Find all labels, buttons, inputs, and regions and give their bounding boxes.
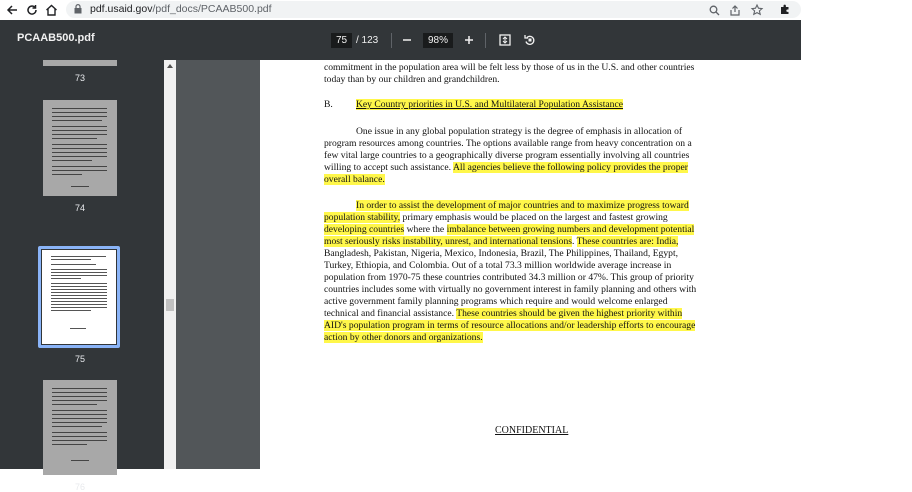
section-letter: B. (324, 99, 333, 110)
star-icon (751, 4, 763, 16)
thumbnail-page[interactable] (43, 100, 117, 196)
zoom-lens-button[interactable] (707, 3, 721, 17)
text-line: One issue in any global population strategy is the degree of emphasis in allocation of (356, 126, 683, 137)
toolbar-divider (391, 33, 392, 48)
text-span: technical and financial assistance. (324, 308, 457, 319)
scroll-up-arrow[interactable] (167, 64, 173, 68)
pdf-page (260, 60, 801, 469)
zoom-out-button[interactable] (398, 31, 416, 49)
page-total: / 123 (356, 35, 379, 46)
thumbnail-page[interactable] (43, 60, 117, 66)
fit-page-button[interactable] (496, 31, 514, 49)
url-path: /pdf_docs/PCAAB500.pdf (152, 3, 272, 15)
search-icon (709, 5, 720, 16)
text-line: Turkey, Ethiopia, and Colombia. Out of a total 73.3 million worldwide average increase in (324, 260, 672, 271)
thumbnail-label: 73 (74, 73, 85, 83)
section-heading (356, 99, 623, 111)
document-title: PCAAB500.pdf (17, 32, 95, 44)
lock-icon (74, 4, 82, 14)
text-span: primary emphasis would be placed on the largest and fastest growing (400, 212, 668, 223)
page-number-input[interactable]: 75 (331, 33, 352, 48)
rotate-icon (524, 34, 536, 46)
highlighted-text: action by other donors and organizations. (324, 332, 483, 343)
back-button[interactable] (4, 2, 20, 18)
reload-icon (26, 4, 38, 16)
text-line (356, 200, 689, 212)
highlighted-text: overall balance. (324, 174, 385, 185)
toolbar-divider (485, 33, 486, 48)
text-line: program resources among countries. The options available range from heavy concentration on a (324, 138, 692, 149)
text-span: where the (404, 224, 447, 235)
highlighted-text: In order to assist the development of major countries and to maximize progress toward (356, 200, 689, 211)
thumbnail-label: 75 (74, 354, 85, 364)
highlighted-text: developing countries (324, 224, 405, 235)
plus-icon (464, 35, 474, 45)
share-button[interactable] (728, 3, 742, 17)
text-line (324, 236, 678, 248)
text-line (324, 332, 483, 344)
extensions-button[interactable] (778, 2, 792, 16)
highlighted-text: These countries are: India, (576, 236, 679, 247)
thumbnail-label: 74 (74, 203, 85, 213)
thumbnail-sidebar (0, 60, 164, 492)
text-line: commitment in the population area will be felt less by those of us in the U.S. and other countries (324, 62, 695, 73)
text-line: few vital large countries to a geographically diverse program essentially involving all countries (324, 150, 690, 161)
minus-icon (402, 35, 412, 45)
rotate-button[interactable] (521, 31, 539, 49)
section-heading-text: Key Country priorities in U.S. and Multilateral Population Assistance (356, 99, 623, 110)
text-line (324, 162, 688, 174)
zoom-in-button[interactable] (460, 31, 478, 49)
thumbnail-label: 76 (74, 482, 85, 492)
puzzle-icon (779, 3, 791, 15)
text-line: population from 1970-75 these countries contributed 34.3 million or 47%. This group of priority (324, 272, 694, 283)
text-line: active government family planning programs which require and would welcome enlarged (324, 296, 668, 307)
text-line: today than by our children and grandchildren. (324, 74, 500, 85)
browser-toolbar (0, 0, 912, 20)
highlighted-text: population stability, (324, 212, 401, 223)
home-button[interactable] (43, 2, 59, 18)
back-arrow-icon (6, 4, 18, 16)
text-line (324, 320, 695, 332)
pdf-viewer (0, 20, 801, 492)
bookmark-button[interactable] (750, 3, 764, 17)
text-span: willing to accept such assistance. (324, 162, 452, 173)
text-line (324, 308, 682, 320)
confidential-footer: CONFIDENTIAL (495, 425, 569, 436)
thumbnail-page[interactable] (43, 380, 117, 475)
pdf-toolbar (0, 20, 801, 60)
home-icon (45, 4, 58, 16)
url-text (90, 2, 272, 17)
text-line (324, 224, 694, 236)
text-span: . (572, 236, 577, 247)
text-line (324, 212, 668, 224)
highlighted-text: imbalance between growing numbers and development potential (446, 224, 695, 235)
zoom-input[interactable]: 98% (423, 33, 453, 48)
address-bar[interactable] (66, 1, 801, 18)
url-host: pdf.usaid.gov (90, 3, 153, 15)
share-icon (729, 5, 741, 16)
fit-to-page-icon (499, 34, 511, 46)
reload-button[interactable] (24, 2, 40, 18)
text-line: Bangladesh, Pakistan, Nigeria, Mexico, Indonesia, Brazil, The Philippines, Thailand, Egypt, (324, 248, 679, 259)
highlighted-text: All agencies believe the following policy provides the proper (452, 162, 688, 173)
text-line (324, 174, 385, 186)
highlighted-text: AID's population program in terms of resource allocations and/or leadership efforts to encourage (324, 320, 696, 331)
scroll-thumb[interactable] (166, 299, 174, 311)
highlighted-text: These countries should be given the highest priority within (456, 308, 683, 319)
text-line: countries includes some with virtually no government interest in family planning and others with (324, 284, 697, 295)
highlighted-text: most seriously risks instability, unrest, and international tensions (324, 236, 572, 247)
sidebar-scrollbar[interactable] (164, 60, 176, 469)
thumbnail-page-current[interactable] (42, 250, 116, 344)
